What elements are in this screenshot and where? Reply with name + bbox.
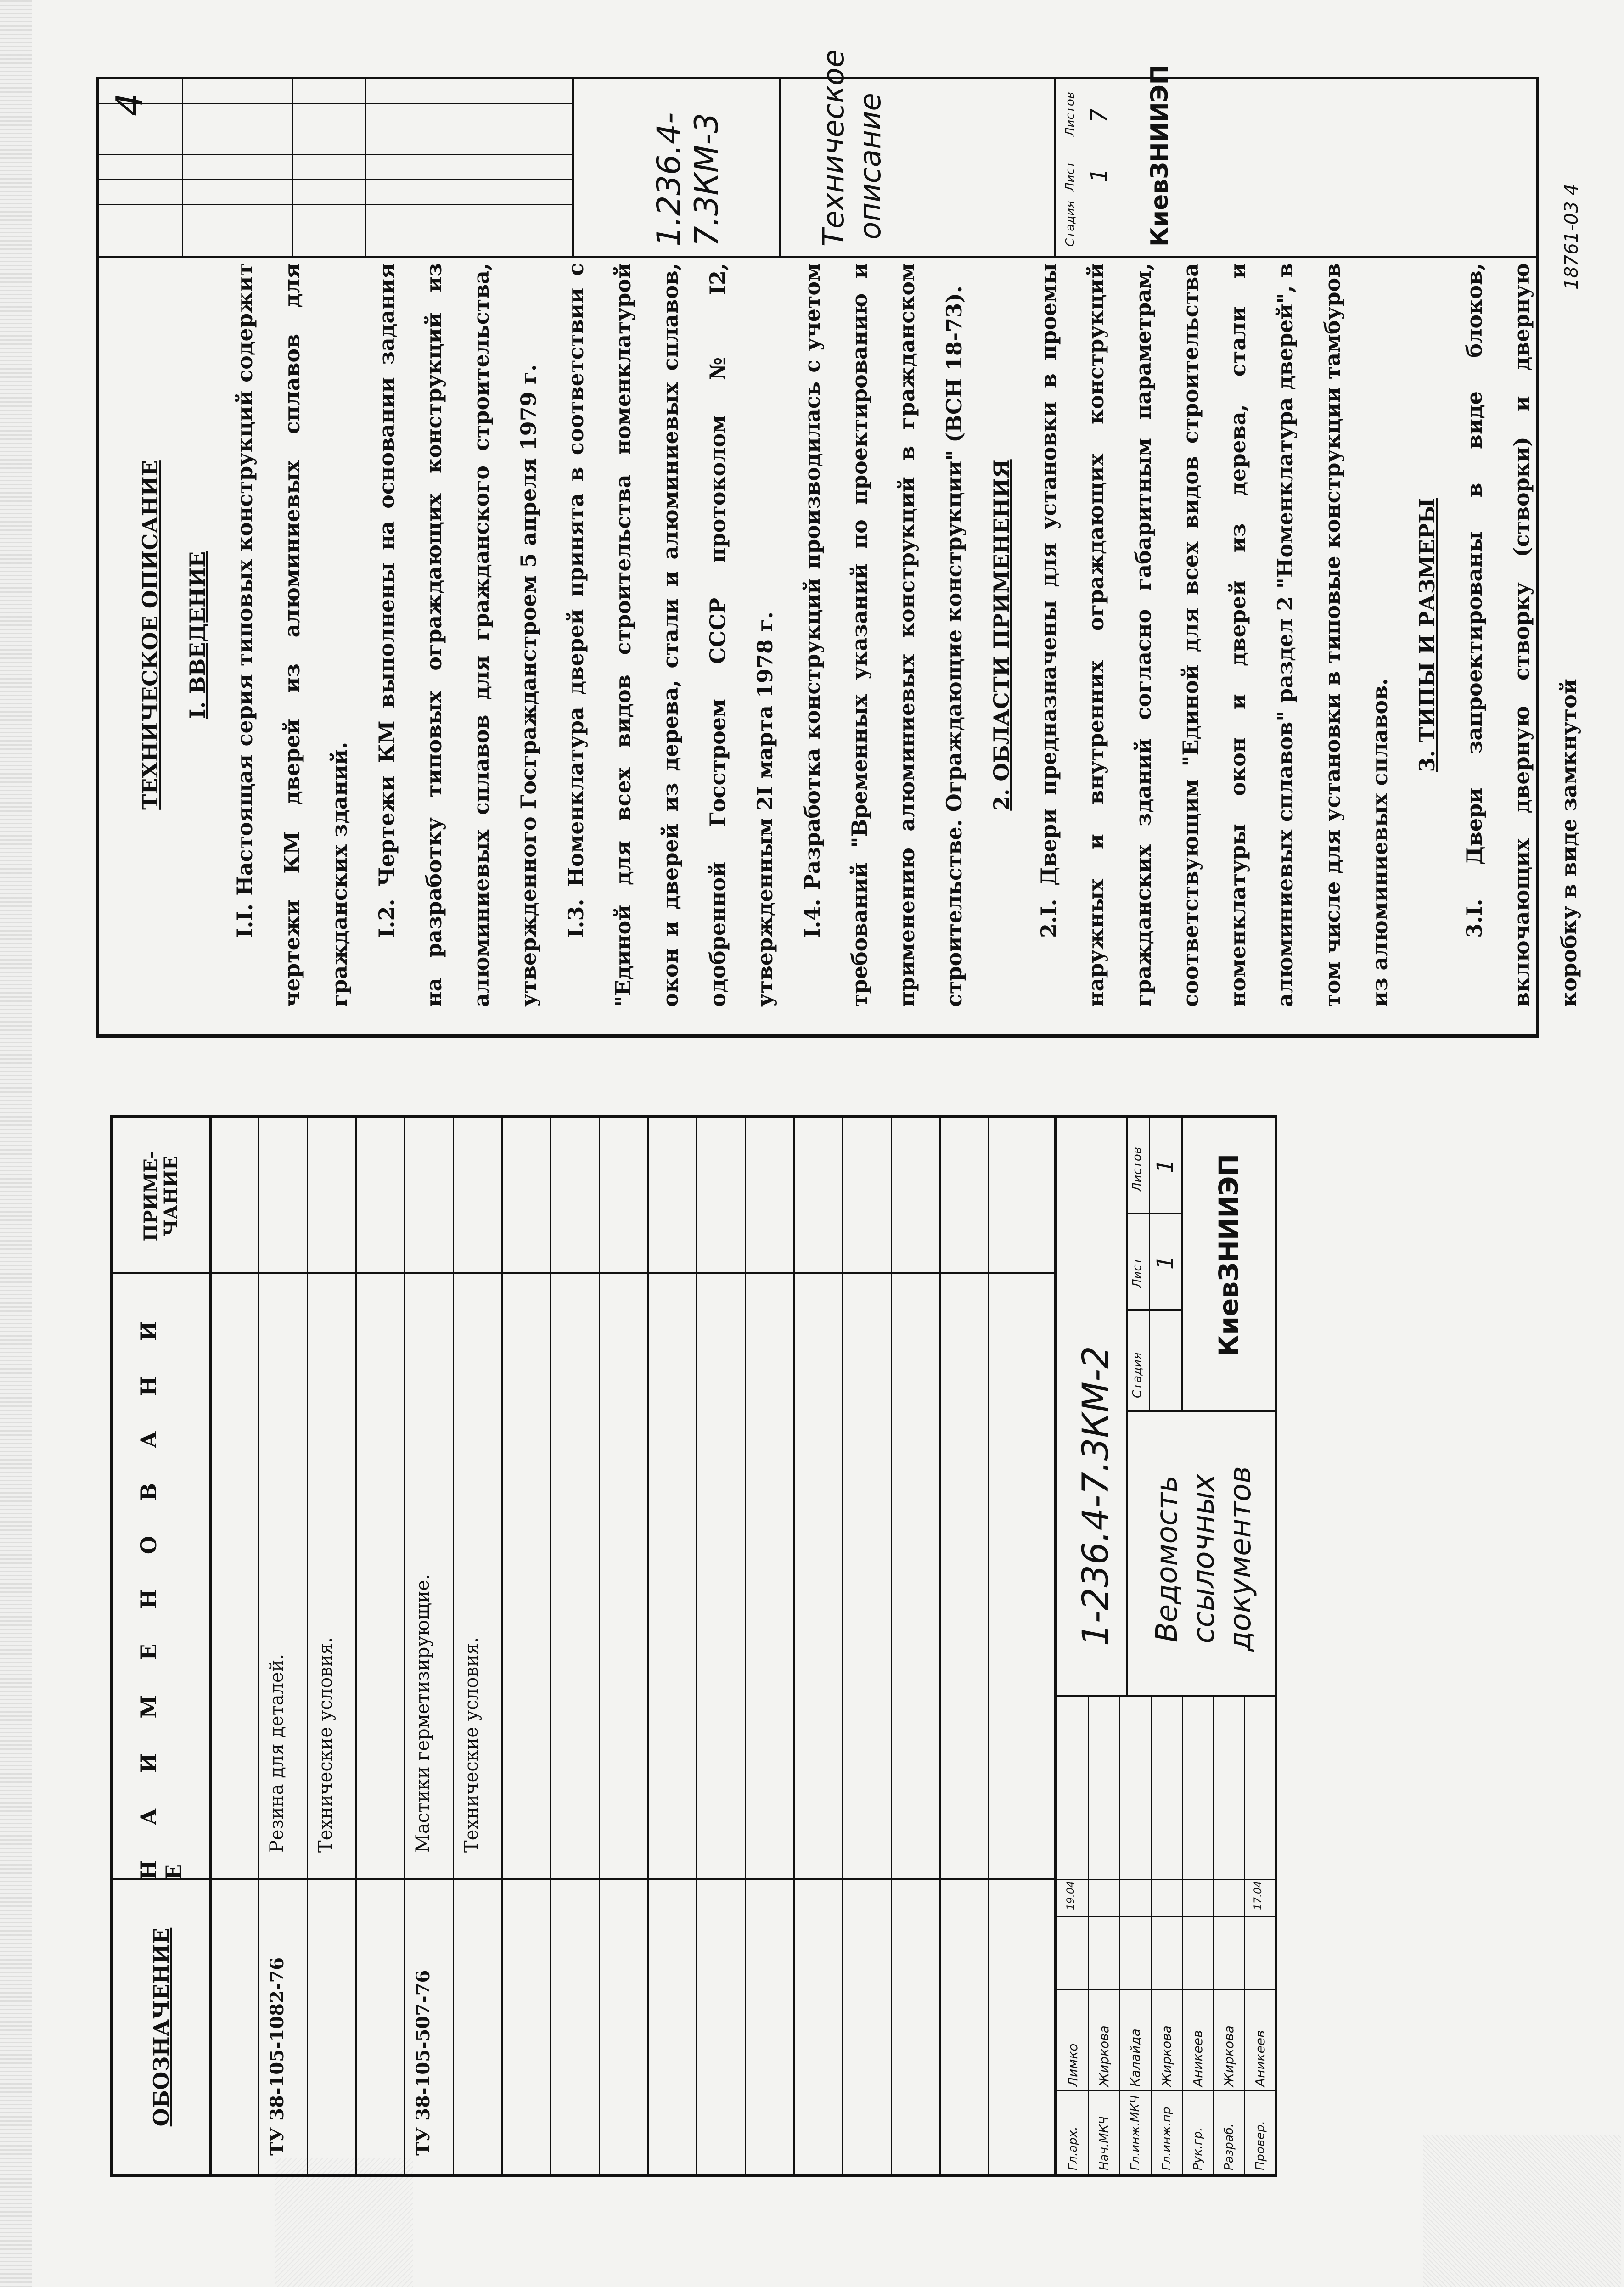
grid-line [1213,1697,1214,2174]
grid-line [1151,1697,1152,2174]
grid-line [1057,1879,1277,1880]
stamp-name: Аникеев [1190,2030,1205,2087]
grid-line [365,77,366,256]
row-line [355,1118,357,2174]
paragraph: I.3. Номенклатура дверей принята в соответствии с "Единой для всех видов строительства номенклатурой окон и дверей из дерева, стали и алюминиевых сплавов, одобренной Госстроем СССР протоколом № I2, утвержденным 2I марта 1978 г. [563,263,777,1007]
stamp-divider [1057,1695,1277,1697]
row-line [501,1118,503,2174]
stage-header: Стадия [1063,201,1077,247]
stamp-role: Нач.МКЧ [1097,2116,1111,2170]
section-2-title: 2. ОБЛАСТИ ПРИМЕНЕНИЯ [989,459,1014,811]
stamp-divider [1149,1118,1150,1412]
stamp-name: Жиркова [1159,2025,1174,2087]
stage-header: Стадия [1130,1352,1144,1398]
sheets-header: Листов [1063,91,1077,136]
grid-line [1182,1697,1183,2174]
row-line [891,1118,892,2174]
sheets-header: Листов [1130,1146,1144,1191]
row-line [307,1118,308,2174]
stamp-name: Жиркова [1096,2025,1112,2087]
grid-line [1057,1916,1277,1917]
stamp-role: Гл.арх. [1066,2126,1080,2170]
stamp-divider [1126,1309,1181,1311]
title-line1: Ведомость ссылочных [1150,1474,1221,1644]
table-row-name: Технические условия. [315,1637,336,1853]
sheets-total: 7 [1086,108,1112,123]
paragraph: I.I. Настоящая серия типовых конструкций содержит чертежи КМ дверей из алюминиевых сплавов для гражданских зданий. [232,263,352,1007]
grid-line [1244,1697,1245,2174]
grid-line [99,179,572,180]
stamp-name: Аникеев [1253,2030,1268,2087]
grid-line [99,154,572,155]
title-block [99,49,1536,258]
section-heading [174,263,221,1007]
grid-line [1057,1989,1277,1990]
row-line [793,1118,795,2174]
paragraph: 3.I. Двери запроектированы в виде блоков, включающих дверную створку (створки) и дверную коробку в виде замкнутой [1462,263,1581,1007]
title-line1: Техническое [817,49,851,247]
column-divider [113,1272,1054,1274]
table-row-name: Резина для деталей. [266,1653,287,1853]
row-line [599,1118,600,2174]
grid-line [292,77,293,256]
stamp-name: Жиркова [1221,2025,1236,2087]
row-line [647,1118,649,2174]
stamp-role: Провер. [1253,2120,1267,2170]
inventory-number: 18761-03 4 [1561,184,1582,290]
name-header: Н А И М Е Н О В А Н И Е [113,1272,209,1880]
row-line [745,1118,746,2174]
stamp-divider [1054,77,1056,256]
row-line [209,1118,212,2174]
note-header-line1: ПРИМЕ- [140,1151,162,1242]
stamp-divider [1126,1213,1181,1214]
sheet-number: 1 [1086,168,1112,182]
stamp-role: Разраб. [1222,2123,1236,2170]
corner-mark: 4 [108,93,151,116]
note-header-line2: ЧАНИЕ [160,1156,182,1236]
document-code: 1.236.4-7.3КМ-3 [650,112,725,247]
sheet-header: Лист [1130,1258,1144,1288]
signature-grid [1057,1697,1277,2174]
organization-name: КиевЗНИИЭП [1146,64,1174,247]
stamp-role: Гл.инж.пр [1160,2107,1174,2170]
row-line [453,1118,454,2174]
row-line [404,1118,405,2174]
sheet-header: Лист [1063,161,1077,191]
document-title [815,49,889,247]
document-title [1149,1430,1259,1687]
row-line [550,1118,551,2174]
section-heading [978,263,1025,1007]
note-header [113,1118,209,1274]
stamp-divider [1181,1118,1183,1412]
stamp-date: 17.04 [1253,1881,1264,1910]
grid-line [1088,1697,1089,2174]
row-line [939,1118,941,2174]
grid-line [99,204,572,205]
references-sheet [110,1115,1277,2177]
designation-header: ОБОЗНАЧЕНИЕ [113,1878,209,2174]
references-table [113,1118,1054,2174]
row-line [842,1118,843,2174]
stamp-divider [779,77,781,256]
stamp-name: Калайда [1128,2029,1143,2087]
document-code: 1-236.4-7.3КМ-2 [1075,1346,1117,1646]
paragraph: I.4. Разработка конструкций производилась с учетом требований "Временных указаний по проектированию и применению алюминиевых конструкций в гражданском строительстве. Ограждающие конструкции" (ВСН 18-73). [800,263,967,1007]
stamp-divider [1126,1118,1128,1697]
stamp-role: Гл.инж.МКЧ [1129,2095,1142,2170]
stamp-name: Лимко [1065,2043,1080,2087]
signature-area [99,77,574,256]
row-line [988,1118,989,2174]
table-row-name: Технические условия. [461,1637,482,1853]
stamp-role: Рук.гр. [1191,2127,1205,2170]
section-1-title: I. ВВЕДЕНИЕ [185,551,210,719]
section-3-title: 3. ТИПЫ И РАЗМЕРЫ [1415,498,1439,772]
document-heading: ТЕХНИЧЕСКОЕ ОПИСАНИЕ [138,460,163,810]
title-line2: описание [854,93,888,240]
paragraph: I.2. Чертежи КМ выполнены на основании задания на разработку типовых ограждающих конструкций из алюминиевых сплавов для гражданского строительства, утвержденного Госгражданстроем 5 апреля 1979 г. [374,263,541,1007]
section-heading [1404,263,1451,1007]
grid-line [99,103,572,104]
row-line [696,1118,697,2174]
paragraph: 2.I. Двери предназначены для установки в проемы наружных и внутренних ограждающих конструкций гражданских зданий согласно габаритным параметрам, соответствующим "Единой для всех видов строительства номенклатуры окон и дверей из дерева, стали и алюминиевых сплавов" раздел 2 "Номенклатура дверей", в том числе для установки в типовые конструкции тамбуров из алюминиевых сплавов. [1036,263,1392,1007]
row-line [258,1118,259,2174]
column-divider [113,1878,1054,1880]
stamp-date: 19.04 [1065,1881,1077,1910]
table-row-designation: ТУ 38-105-507-76 [412,1970,434,2156]
title-line2: документов [1224,1466,1258,1652]
signature-grid [99,77,572,256]
grid-line [1119,1697,1120,2174]
sheet-number: 1 [1152,1255,1178,1270]
grid-line [182,77,183,256]
description-text [127,263,1593,1007]
sheets-total: 1 [1152,1159,1178,1173]
table-row-designation: ТУ 38-105-1082-76 [266,1957,288,2156]
grid-line [1057,2090,1277,2091]
organization-name: КиевЗНИИЭП [1213,1153,1244,1357]
title-block [1054,1118,1277,2174]
table-row-name: Мастики герметизирующие. [412,1574,433,1853]
